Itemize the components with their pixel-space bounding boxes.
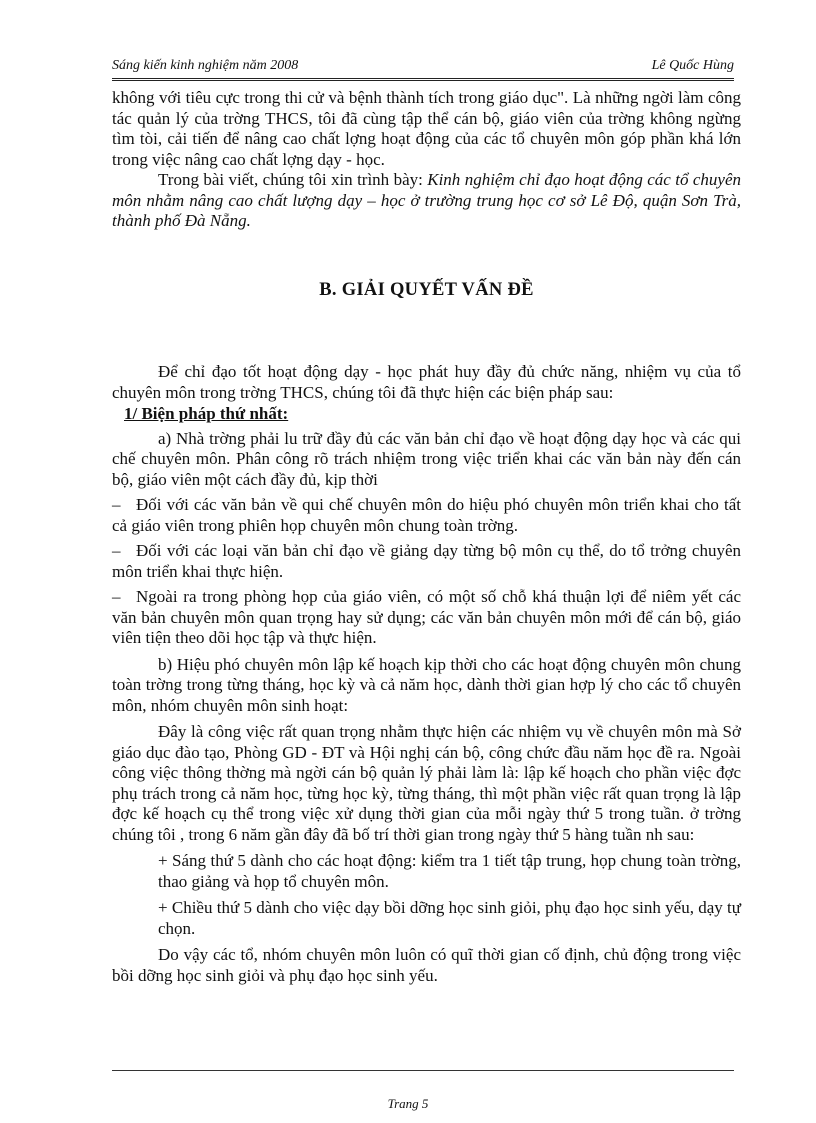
paragraph-intro-end: không với tiêu cực trong thi cử và bệnh thành tích trong giáo dục". Là những ngời làm công tác quản lý của trờng THCS, tôi đã cùng tập thể cán bộ, giáo viên của trờng không ngừng tìm tòi, cải tiến để nâng cao chất lợng hoạt động của các tổ chuyên môn góp phần khá lớn trong việc nâng cao chất lợng dạy - học. (112, 88, 741, 169)
dash-item-text: Ngoài ra trong phòng họp của giáo viên, có một số chỗ khá thuận lợi để niêm yết các văn bản chuyên môn quan trọng hay sử dụng; các văn bản chuyên môn mới để cán bộ, giáo viên tiện theo dõi học tập và thực hiện. (112, 587, 741, 647)
dash-bullet: – (112, 587, 121, 606)
paragraph-topic (112, 170, 741, 232)
dash-bullet: – (112, 541, 121, 560)
document-body (112, 88, 741, 986)
dash-item-text: Đối với các loại văn bản chỉ đạo về giảng dạy từng bộ môn cụ thể, do tổ trởng chuyên môn triển khai thực hiện. (112, 541, 741, 581)
paragraph-a: a) Nhà trờng phải lu trữ đầy đủ các văn bản chỉ đạo về hoạt động dạy học và các qui chế chuyên môn. Phân công rõ trách nhiệm trong việc triển khai các văn bản này đến cán bộ, giáo viên một cách đầy đủ, kịp thời (112, 428, 741, 489)
header-author: Lê Quốc Hùng (651, 58, 734, 73)
page-number: Trang 5 (387, 1096, 429, 1111)
page-header (112, 56, 734, 78)
topic-lead: Trong bài viết, chúng tôi xin trình bày: (158, 170, 428, 189)
dash-item-1 (112, 495, 741, 536)
subheading-measure-1: 1/ Biện pháp thứ nhất: (124, 404, 289, 423)
plus-item-afternoon: + Chiều thứ 5 dành cho việc dạy bồi dỡng học sinh giỏi, phụ đạo học sinh yếu, dạy tự chọn. (158, 898, 741, 938)
dash-item-2 (112, 541, 741, 582)
section-heading: B. GIẢI QUYẾT VẤN ĐỀ (319, 279, 534, 300)
paragraph-b: b) Hiệu phó chuyên môn lập kế hoạch kịp thời cho các hoạt động chuyên môn chung toàn trờng trong từng tháng, học kỳ và cả năm học, dành thời gian hợp lý cho các tổ chuyên môn, nhóm chuyên môn sinh hoạt: (112, 654, 741, 715)
paragraph-conclusion: Do vậy các tổ, nhóm chuyên môn luôn có quĩ thời gian cố định, chủ động trong việc bồi dỡng học sinh giỏi và phụ đạo học sinh yếu. (112, 945, 741, 985)
dash-item-text: Đối với các văn bản về qui chế chuyên môn do hiệu phó chuyên môn triển khai cho tất cả giáo viên trong phiên họp chuyên môn chung toàn trờng. (112, 495, 741, 535)
plus-item-morning: + Sáng thứ 5 dành cho các hoạt động: kiểm tra 1 tiết tập trung, họp chung toàn trờng, thao giảng và họp tổ chuyên môn. (158, 851, 741, 891)
dash-bullet: – (112, 495, 121, 514)
footer-divider (112, 1070, 734, 1071)
dash-item-3 (112, 587, 741, 649)
topic-title: Kinh nghiệm chỉ đạo hoạt động các tổ chuyên môn nhằm nâng cao chất lượng dạy – học ở trường trung học cơ sở Lê Độ, quận Sơn Trà, thành phố Đà Nẵng. (112, 170, 741, 230)
paragraph-explanation: Đây là công việc rất quan trọng nhằm thực hiện các nhiệm vụ về chuyên môn mà Sở giáo dục đào tạo, Phòng GD - ĐT và Hội nghị cán bộ, công chức đầu năm học đề ra. Ngoài công việc thông thờng mà ngời cán bộ quản lý phải làm là: lập kế hoạch cho phần việc đợc phụ trách trong cả năm học, từng học kỳ, từng tháng, thì một phần việc rất quan trọng là lập đợc kế hoạch cụ thể trong việc xử dụng thời gian của mỗi ngày thứ 5 trong tuần. ở trờng chúng tôi , trong 6 năm gần đây đã bố trí thời gian trong ngày thứ 5 hàng tuần nh sau: (112, 722, 741, 844)
paragraph-section-intro: Để chỉ đạo tốt hoạt động dạy - học phát huy đầy đủ chức năng, nhiệm vụ của tổ chuyên môn trong trờng THCS, chúng tôi đã thực hiện các biện pháp sau: (112, 362, 741, 402)
header-divider (112, 78, 734, 81)
header-title: Sáng kiến kinh nghiệm năm 2008 (112, 58, 299, 73)
